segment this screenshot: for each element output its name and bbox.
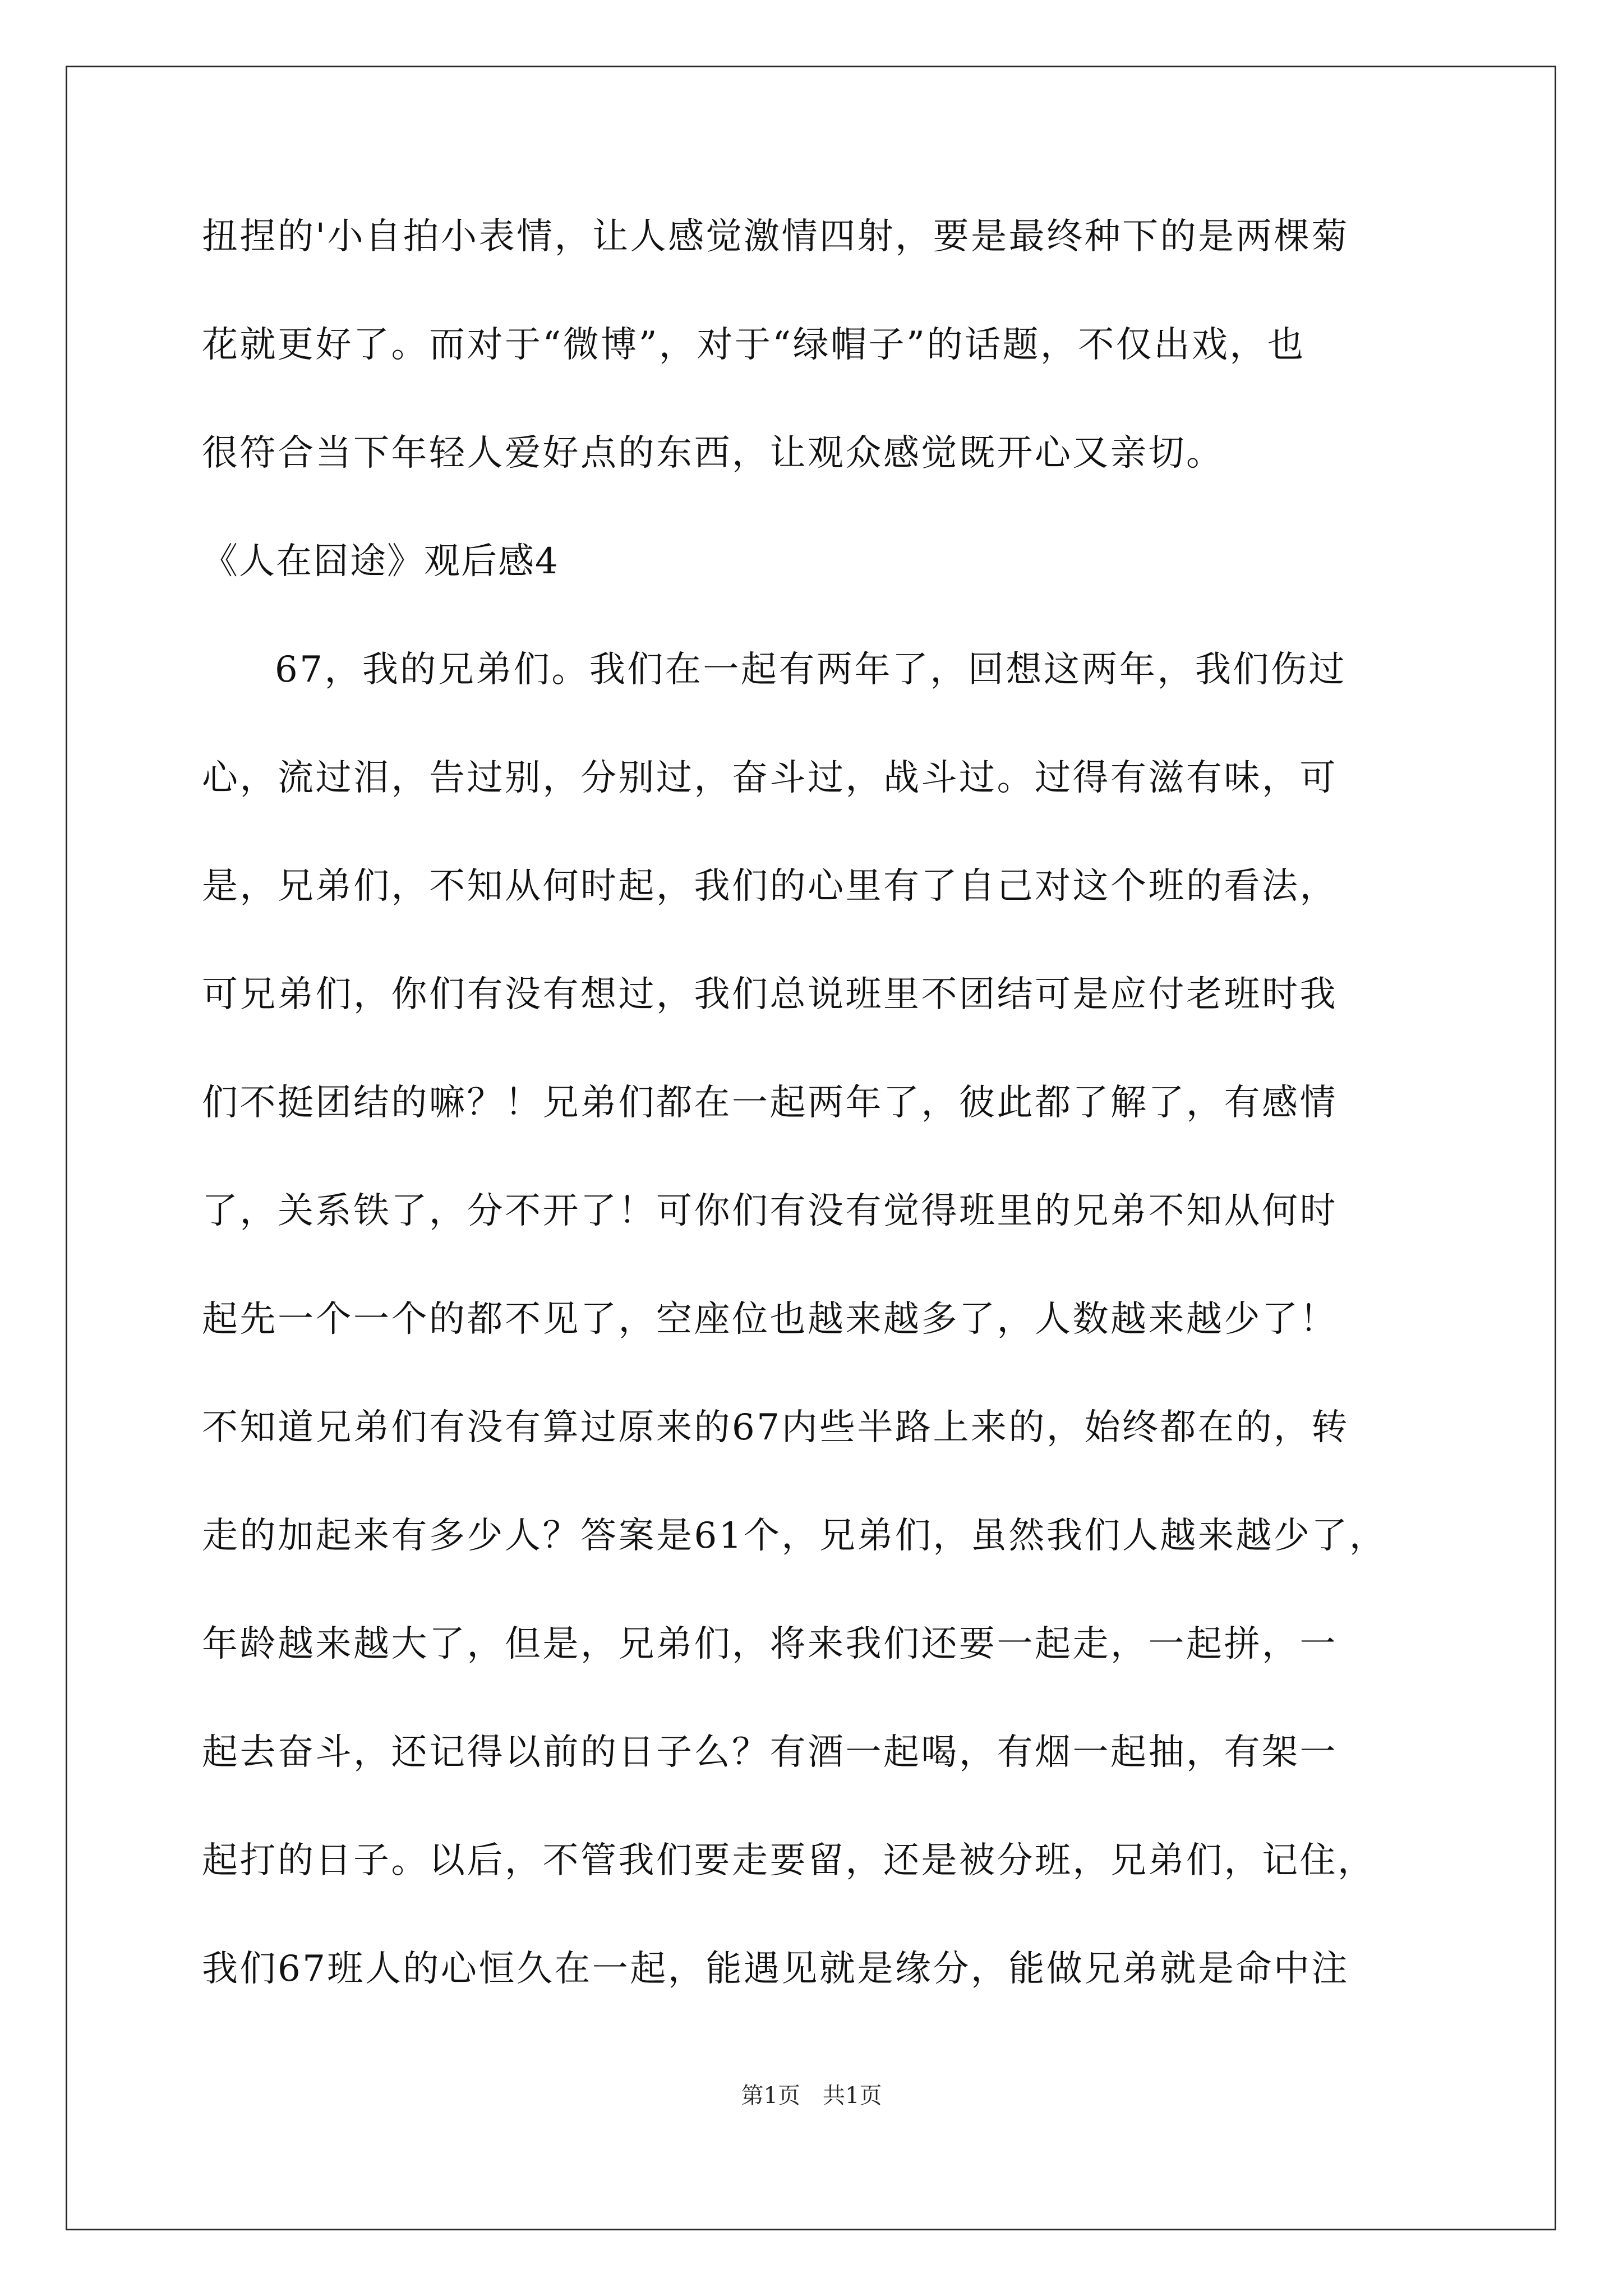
paragraph-line: 了，关系铁了，分不开了！可你们有没有觉得班里的兄弟不知从何时 (202, 1190, 1338, 1232)
section-title: 《人在囧途》观后感4 (202, 541, 559, 582)
paragraph-line: 心，流过泪，告过别，分别过，奋斗过，战斗过。过得有滋有味，可 (202, 757, 1338, 799)
paragraph-line: 是，兄弟们，不知从何时起，我们的心里有了自己对这个班的看法， (202, 866, 1338, 907)
paragraph-line: 起去奋斗，还记得以前的日子么？有酒一起喝，有烟一起抽，有架一 (202, 1732, 1338, 1773)
paragraph-line: 走的加起来有多少人？答案是61个，兄弟们，虽然我们人越来越少了， (202, 1515, 1387, 1557)
paragraph-line: 扭捏的'小自拍小表情，让人感觉激情四射，要是最终种下的是两棵菊 (202, 216, 1350, 257)
paragraph-line: 不知道兄弟们有没有算过原来的67内些半路上来的，始终都在的，转 (202, 1407, 1349, 1448)
document-body (202, 216, 1424, 2059)
paragraph-line: 起打的日子。以后，不管我们要走要留，还是被分班，兄弟们，记住， (202, 1840, 1376, 1881)
paragraph-line: 67，我的兄弟们。我们在一起有两年了，回想这两年，我们伤过 (275, 649, 1347, 691)
paragraph-line: 年龄越来越大了，但是，兄弟们，将来我们还要一起走，一起拼，一 (202, 1623, 1338, 1665)
paragraph-line: 们不挺团结的嘛？！兄弟们都在一起两年了，彼此都了解了，有感情 (202, 1082, 1338, 1124)
paragraph-line: 花就更好了。而对于“微博”，对于“绿帽子”的话题，不仅出戏，也 (202, 324, 1306, 366)
paragraph-line: 我们67班人的心恒久在一起，能遇见就是缘分，能做兄弟就是命中注 (202, 1948, 1349, 1990)
total-pages: 共1页 (823, 2083, 882, 2109)
page-number: 第1页 (741, 2083, 800, 2109)
paragraph-line: 起先一个一个的都不见了，空座位也越来越多了，人数越来越少了！ (202, 1299, 1338, 1340)
page-footer (0, 2085, 1623, 2107)
paragraph-line: 很符合当下年轻人爱好点的东西，让观众感觉既开心又亲切。 (202, 432, 1224, 474)
paragraph-line: 可兄弟们，你们有没有想过，我们总说班里不团结可是应付老班时我 (202, 974, 1338, 1015)
